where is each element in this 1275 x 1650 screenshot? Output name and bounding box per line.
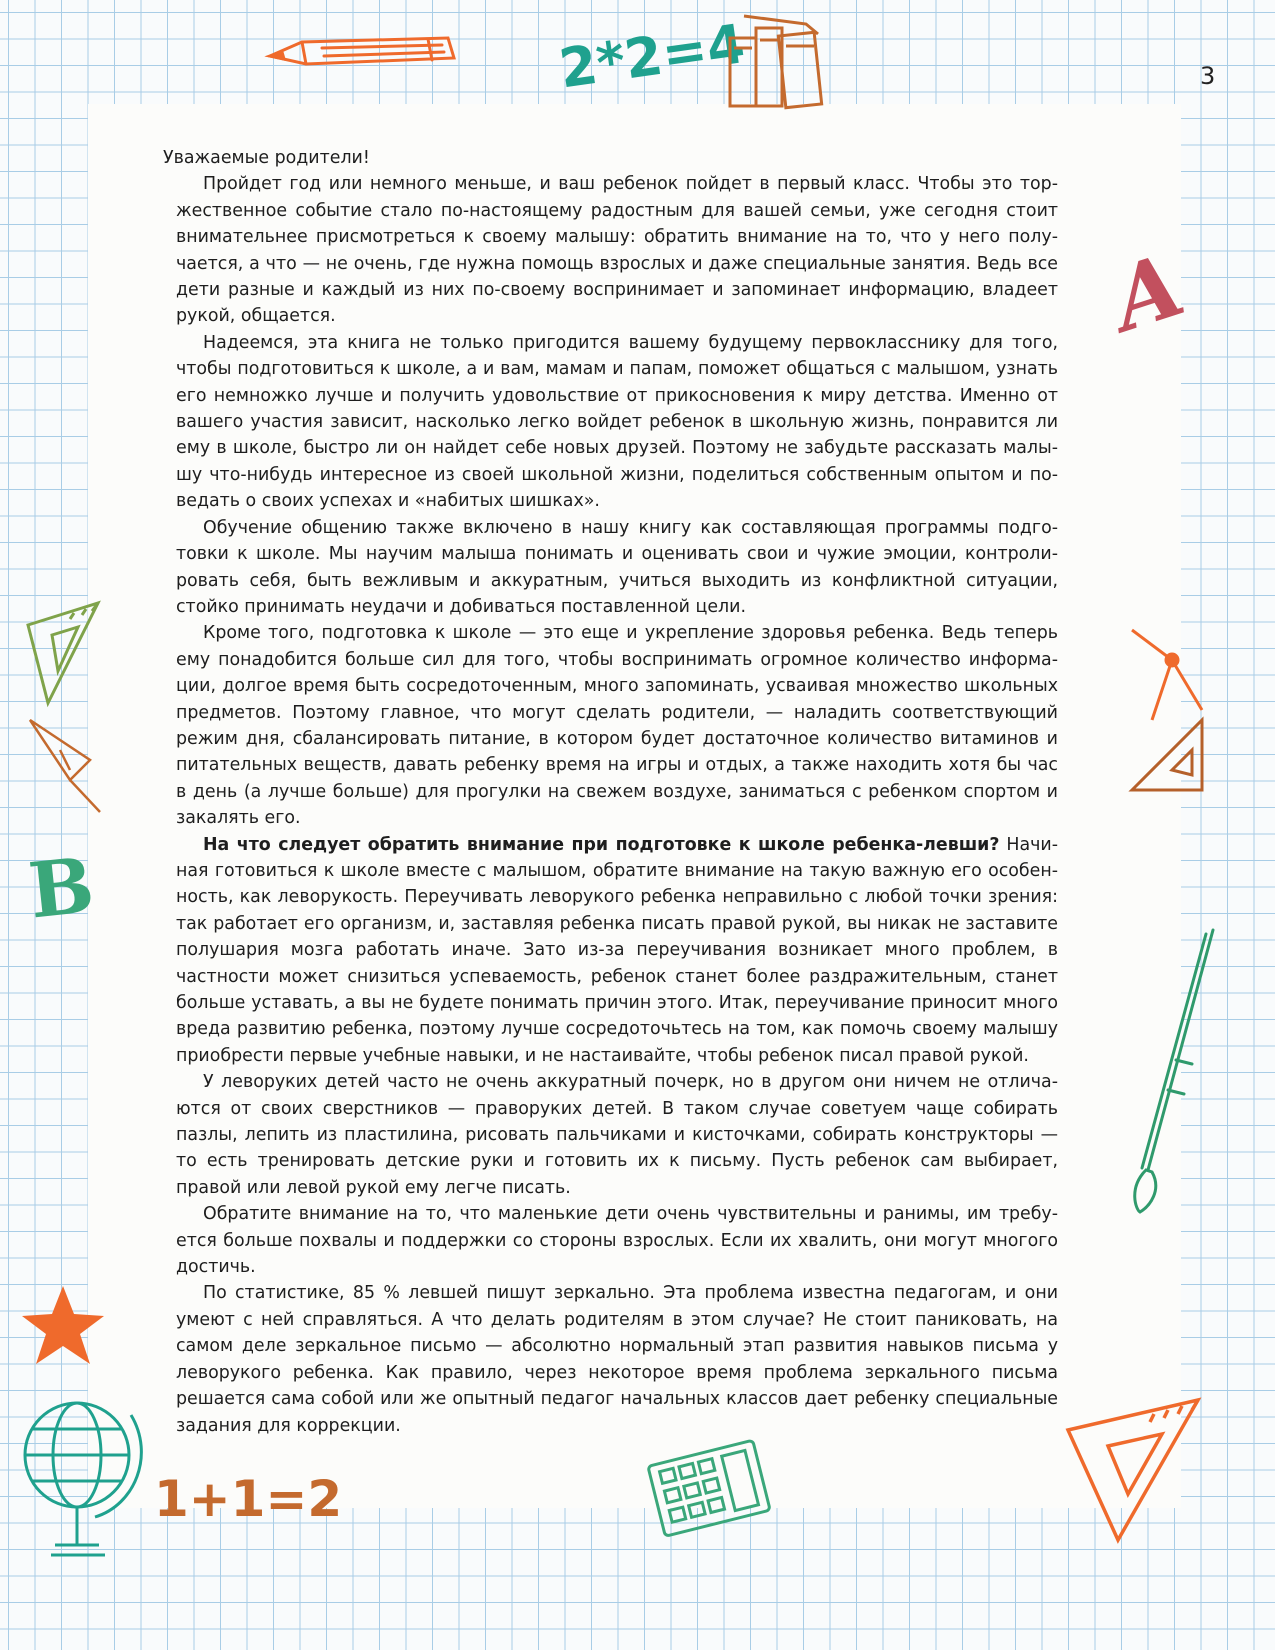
pen-nib-icon (20, 700, 115, 820)
set-square-icon (18, 595, 113, 715)
globe-icon (15, 1385, 155, 1575)
compass-icon (1112, 620, 1222, 800)
letter-b-text: B (24, 840, 99, 936)
paragraph: Обратите внимание на то, что маленькие дети очень чувствительны и ранимы, им требуется больше похвалы и поддержки со стороны взрослых. Если их хвалить, они могут многого достичь. (176, 1204, 1058, 1278)
greeting: Уважаемые родители! (163, 148, 370, 168)
paragraph: По статистике, 85 % левшей пишут зеркально. Эта проблема известна педагогам, и они умеют с ней справляться. А что делать родителям в этом случае? Не стоит паниковать, на самом деле зеркальное письмо — абсолютно нормальный этап развития навыков письма у леворукого ребенка. Как правило, через некоторое время проблема зеркального письма решается сама собой или же опытный педагог начальных классов дает ребенку специальные задания для коррекции. (176, 1283, 1058, 1436)
paragraph: У леворуких детей часто не очень аккуратный почерк, но в другом они ничем не отличаются от своих сверстников — праворуких детей. В таком случае советуем чаще собирать пазлы, лепить из пластилина, рисовать пальчиками и кисточками, собирать конструкторы — то есть тренировать детские руки и готовить их к письму. Пусть ребенок сам выбирает, правой или левой рукой ему легче писать. (176, 1072, 1058, 1198)
bottom-equation-text: 1+1=2 (154, 1470, 343, 1528)
paragraph: Кроме того, подготовка к школе — это еще и укрепление здоровья ребенка. Ведь теперь ему понадобится больше сил для того, чтобы воспринимать огромное количество информации, долгое время быть сосредоточенным, много запоминать, усваивая множество школьных предметов. Поэтому главное, что могут сделать родители, — наладить соответствующий режим дня, сбалансировать питание, в котором будет достаточное количество витаминов и питательных веществ, давать ребенку время на игры и отдых, а также находить хотя бы час в день (а лучше больше) для прогулки на свежем воздухе, заниматься с ребенком спортом и закалять его. (176, 623, 1058, 829)
star-icon (18, 1280, 108, 1370)
bottom-equation (150, 1460, 343, 1530)
letter-a (1100, 234, 1200, 352)
paragraph: Обучение общению также включено в нашу книгу как составляющая программы подготовки к школе. Мы научим малыша понимать и оценивать свои и чужие эмоции, контролировать себя, быть вежливым и аккуратным, учиться выходить из конфликтной ситуации, стойко принимать неудачи и добиваться поставленной цели. (176, 517, 1058, 617)
books-icon (722, 8, 832, 113)
lefty-heading: На что следует обратить внимание при подготовке к школе ребенка-левши? (203, 834, 1000, 855)
top-equation (555, 10, 749, 101)
lefty-text: Начиная готовиться к школе вместе с малышом, обратите внимание на такую важную его особенность, как леворукость. Переучивать леворукого ребенка неправильно с любой точки зрения: так работает его организм, и, заставляя ребенка писать правой рукой, вы никак не заставите полушария мозга работать иначе. Зато из-за переучивания возникает много проблем, в частности может снизиться успеваемость, ребенок станет более раздражительным, станет больше уставать, а вы не будете понимать причин этого. Итак, переучивание приносит много вреда развитию ребенка, поэтому лучше сосредоточьтесь на том, как помочь своему малышу приобрести первые учебные навыки, и не настаивайте, чтобы ребенок писал правой рукой. (176, 834, 1059, 1066)
calculator-icon (645, 1438, 775, 1538)
ruler-triangle-icon (1058, 1390, 1208, 1550)
paragraph: Пройдет год или немного меньше, и ваш ребенок пойдет в первый класс. Чтобы это торжественное событие стало по-настоящему радостным для вашей семьи, уже сегодня стоит внимательнее присмотреться к своему малышу: обратить внимание на то, что у него получается, а что — не очень, где нужна помощь взрослых и даже специальные занятия. Ведь все дети разные и каждый из них по-своему воспринимает и запоминает информацию, владеет рукой, общается. (176, 174, 1058, 327)
letter-b (24, 840, 105, 936)
lefty-paragraph (176, 832, 1058, 1070)
page-number: 3 (1200, 62, 1216, 90)
brush-icon (1118, 920, 1228, 1220)
top-equation-text: 2*2=4 (555, 12, 749, 101)
paragraph: Надеемся, эта книга не только пригодится вашему будущему первокласснику для того, чтобы подготовиться к школе, а и вам, мамам и папам, поможет общаться с малышом, узнать его немножко лучше и получить удовольствие от прикосновения к миру детства. Именно от вашего участия зависит, насколько легко войдет ребенок в школьную жизнь, понравится ли ему в школе, быстро ли он найдет себе новых друзей. Поэтому не забудьте рассказать малышу что-нибудь интересное из своей школьной жизни, поделиться собственным опытом и поведать о своих успехах и «набитых шишках». (176, 332, 1058, 512)
letter-a-text: A (1100, 234, 1196, 352)
pencil-icon (262, 30, 462, 80)
body-text (163, 145, 1059, 1439)
